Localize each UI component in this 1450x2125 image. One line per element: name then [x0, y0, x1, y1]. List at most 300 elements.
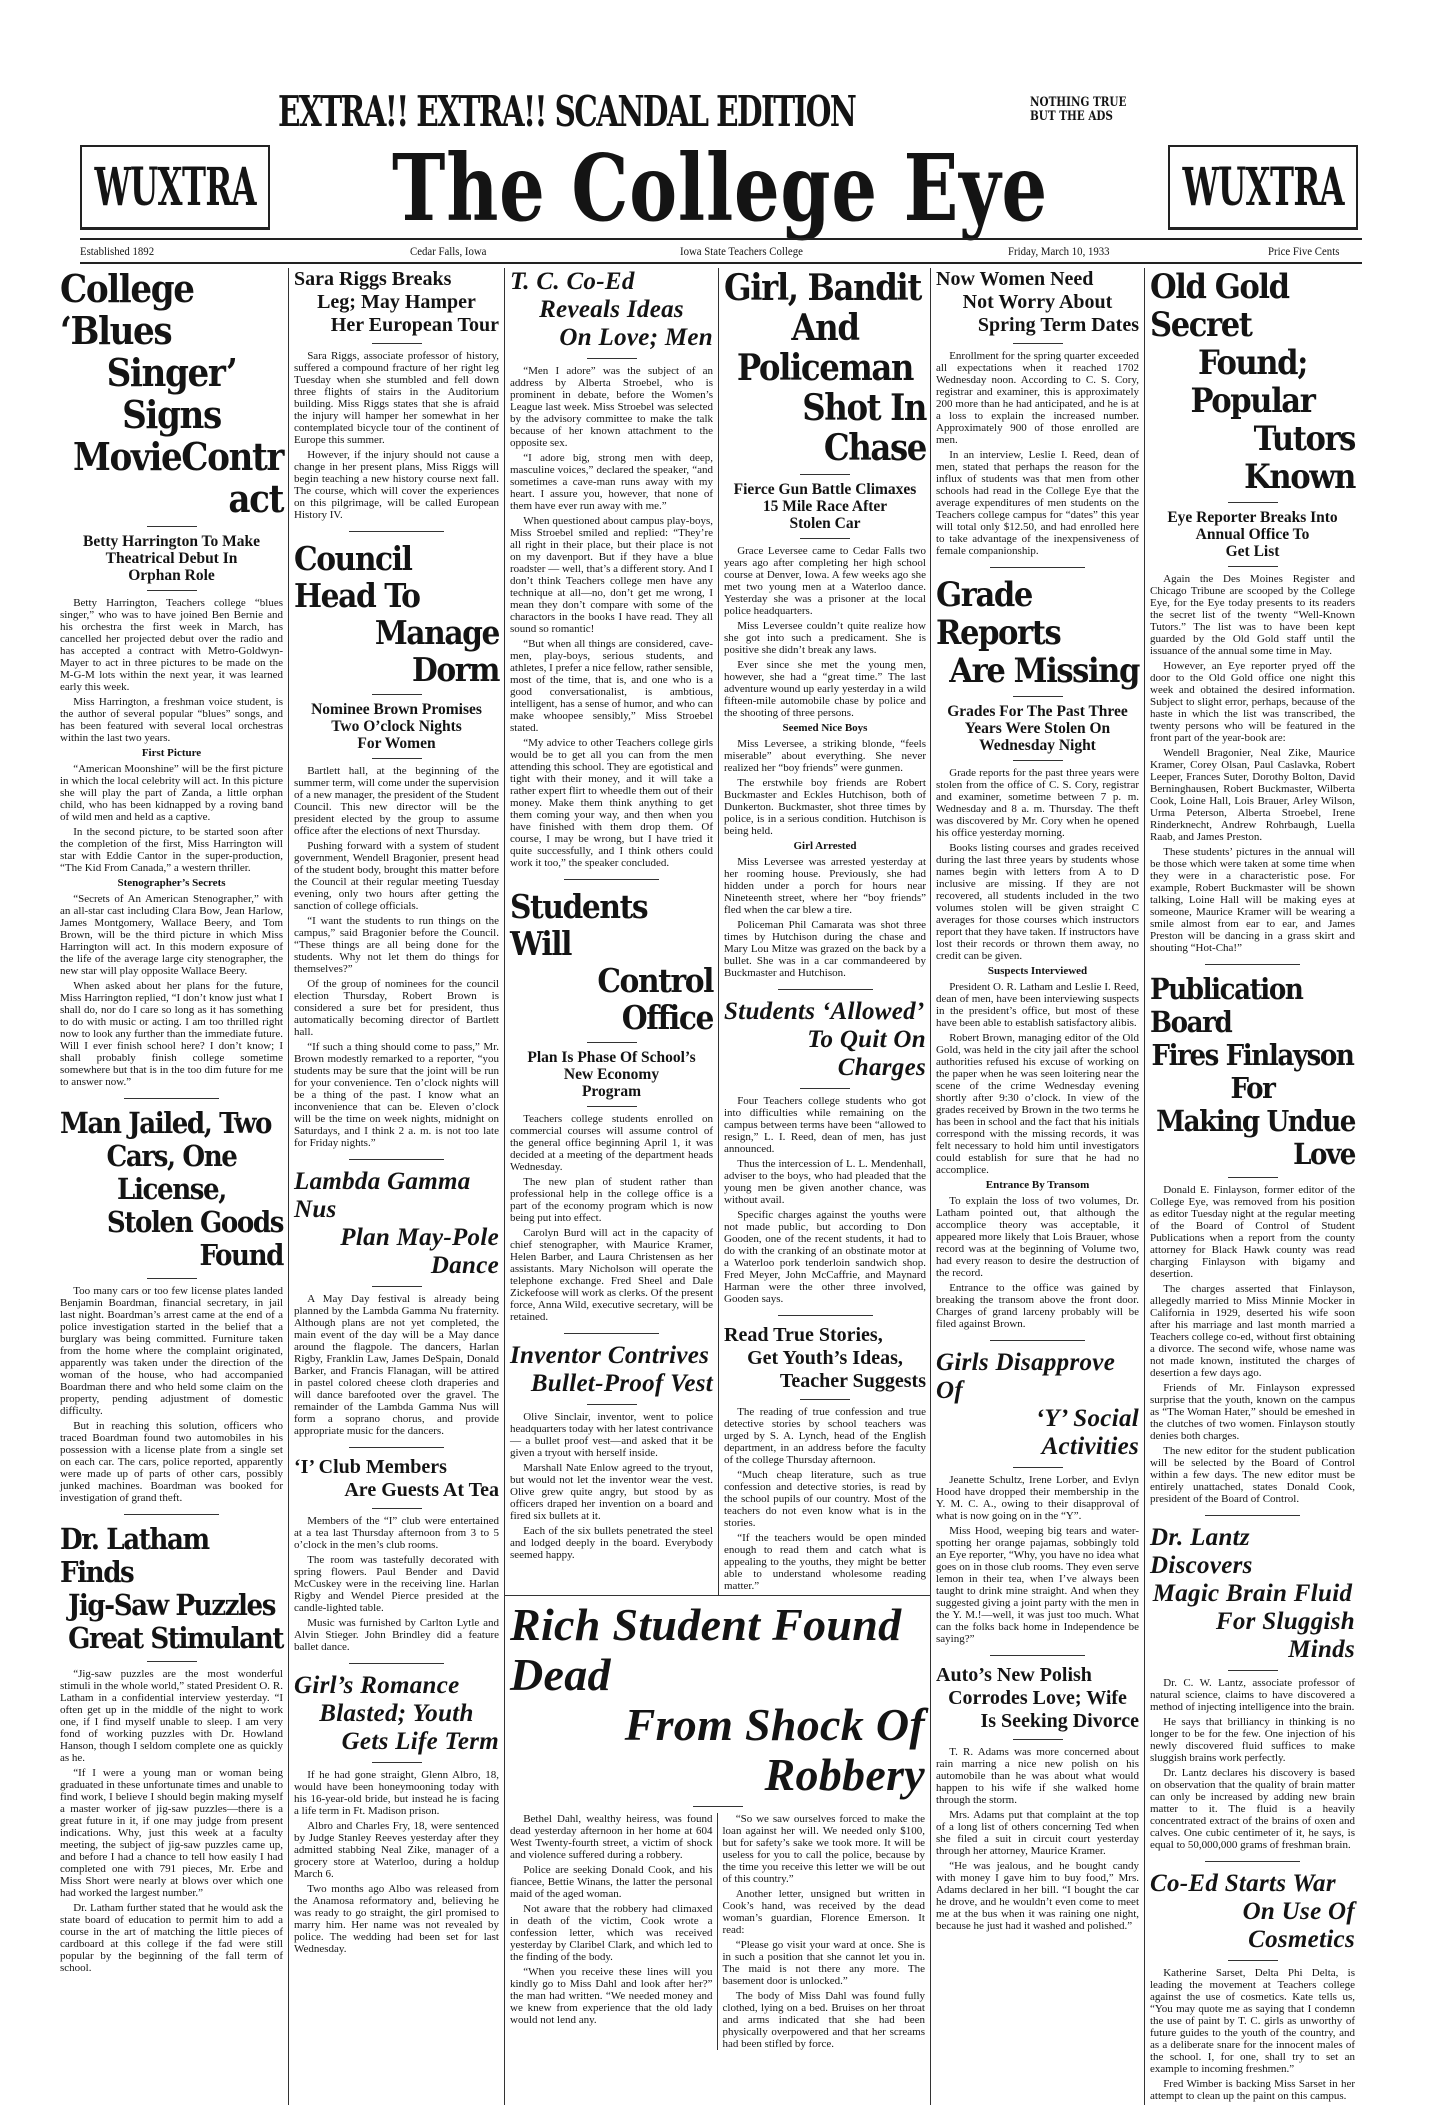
story-allowed [724, 998, 926, 1305]
story-body [294, 765, 499, 1149]
paragraph: Miss Leversee, a striking blonde, “feels miserable” about everything. She never realized her “boy friends” were gunmen. [724, 738, 926, 774]
story-office [510, 888, 713, 1323]
headline-line: Rich Student Found Dead [510, 1599, 902, 1700]
subheadline [60, 533, 283, 584]
story-body [936, 1746, 1139, 1932]
headline-line: Dr. Latham Finds [60, 1522, 209, 1589]
headline [936, 576, 1139, 690]
price: Price Five Cents [1268, 244, 1340, 258]
paragraph: Sara Riggs, associate professor of history, suffered a compound fracture of her right leg Tuesday when she stumbled and fell down three flights of stairs in the Auditorium building. Miss Riggs states that she is afraid the injury will hamper her somewhat in her contemplated bicycle tour of the continent of Europe this summer. [294, 350, 499, 446]
story-rich [510, 1600, 925, 2050]
paragraph: Ever since she met the young men, however, she had a “great time.” The last adventure wound up early yesterday in a wild fifteen-mile automobile chase by police and the shooting of three persons. [724, 659, 926, 719]
subheadline-line: Stolen Car [789, 515, 861, 532]
subheadline-line: Wednesday Night [979, 737, 1096, 754]
paragraph: “My advice to other Teachers college girls would be to get all you can from the men attending this school. They are egotistical and tight with their money, and it will take a rather expert flirt to wheedle them out of their money. Make them think anything to get them coming your way, and then when you have finished with them drop them. Of course, I may be wrong, but I have tried it quite successfully, and I think others could work it too,” the speaker concluded. [510, 737, 713, 869]
headline-line: From Shock Of Robbery [624, 1699, 925, 1800]
paragraph: Dr. Lantz declares his discovery is based on observation that the quality of brain matter can only be increased by adding new brain matter to it. The fluid is a heavily concentrated extract of the brains of oxen and calves. One cubic centimeter of it, he says, is equal to 50,000,000 grams of freshman brain. [1150, 1767, 1355, 1851]
headline-line: Are Missing [949, 651, 1139, 691]
headline-line: Plan May-Pole Dance [340, 1224, 499, 1279]
column-4 [718, 268, 931, 1595]
story-separator [564, 1333, 659, 1334]
headline-rule [587, 1404, 637, 1405]
subheadline-rule [800, 538, 850, 539]
paragraph: Miss Hood, weeping big tears and water-spotting her orange pajamas, sobbingly told an Eye reporter, “Why, you have no idea what goes on in those club rooms. They even serve lemon in their tea, when I’ve always been taught to drink mine straight. And when they suggested giving a joint party with the men in the Y. M.!—well, it was just too much. What can the folks back home in Independence be saying?” [936, 1525, 1139, 1645]
headline-line: Girl’s Romance [294, 1672, 460, 1699]
story-stories [724, 1324, 926, 1592]
story-riggs [294, 268, 499, 521]
story-separator [349, 1159, 444, 1160]
ear-right [1168, 145, 1358, 230]
subheadline-line: Theatrical Debut In [105, 550, 238, 567]
subheadline [294, 701, 499, 752]
headline-line: Girl, Bandit [724, 267, 921, 309]
paragraph: Another letter, unsigned but written in Cook’s hand, was received by the dead woman’s guardian, Florence Emerson. It read: [722, 1888, 925, 1936]
paragraph: Specific charges against the youths were not made public, but according to Don Gooden, one of the recent students, it had to do with the cranking of an obstinate motor at a Waterloo pork tenderloin sandwich shop. Fred Meyer, John McCaffrie, and Maynard Harman were the other three involved, Gooden says. [724, 1209, 926, 1305]
headline [936, 1349, 1139, 1461]
headline-rule [1228, 502, 1278, 503]
paragraph: The body of Miss Dahl was found fully clothed, lying on a bed. Bruises on her throat and arms indicated that she had been physically overpowered and that her screams had been stifled by force. [722, 1990, 925, 2050]
headline-line: Shot In Chase [802, 387, 926, 469]
headline-line: Dr. Lantz Discovers [1150, 1524, 1253, 1579]
paragraph: “He was jealous, and he bought candy with money I gave him to buy food,” Mrs. Adams declared in her bill. “I bought the car he drove, and he wouldn’t even come to meet me at the bus when it was raining one night, because he just had it washed and polished.” [936, 1860, 1139, 1932]
headline-line: Is Seeking Divorce [980, 1710, 1139, 1732]
headline-rule [1228, 1670, 1278, 1671]
headline-line: Bullet-Proof Vest [530, 1370, 713, 1397]
subheadline-line: Orphan Role [128, 567, 215, 584]
subheadline-line: 15 Mile Race After [762, 498, 888, 515]
column-1 [60, 268, 288, 2105]
headline-rule [800, 1088, 850, 1089]
ear-left-text: WUXTRA [94, 156, 256, 218]
paragraph: Friends of Mr. Finlayson expressed surprise that the youth, known on the campus as “The Woman Hater,” should be emeshed in the clutches of two women. Finlayson stoutly denies both charges. [1150, 1382, 1355, 1442]
story-body [294, 1515, 499, 1653]
story-body [1150, 1967, 1355, 2102]
headline-line: Now Women Need [936, 268, 1094, 290]
paragraph: A May Day festival is already being planned by the Lambda Gamma Nu fraternity. Although plans are not yet completed, the main event of the day will be a May dance around the flagpole. The dancers, Harlan Rigby, Franklin Law, James DeSpain, Donald Barker, and Francis Flanagan, will be attired in pastel colored cheese cloth draperies and will dance barefooted over the gravel. The remainder of the Lambda Gamma Nus will form a soprano chorus, and provide appropriate music for the dancers. [294, 1293, 499, 1437]
headline-line: Read True Stories, [724, 1324, 883, 1346]
paragraph: Pushing forward with a system of student government, Wendell Bragonier, present head of the student body, brought this matter before the Council at their regular meeting Tuesday evening, only two hours after getting the sanction of college officials. [294, 840, 499, 912]
subheadline-line: Years Were Stolen On [964, 720, 1111, 737]
column-6 [1144, 268, 1360, 2105]
headline-line: Sara Riggs Breaks [294, 268, 452, 290]
story-blues [60, 268, 283, 1088]
paragraph: “If the teachers would be open minded enough to read them and catch what is appealing to the youths, they might be better able to understand wholesome reading matter.” [724, 1532, 926, 1592]
paragraph: President O. R. Latham and Leslie I. Reed, dean of men, have been interviewing suspects in the president’s office, but most of these have been able to establish satisfactory alibis. [936, 981, 1139, 1029]
headline [60, 268, 283, 520]
paragraph: Not aware that the robbery had climaxed in death of the victim, Cook wrote a confession letter, which was received yesterday by Claribel Clark, and which led to the finding of the body. [510, 1903, 713, 1963]
paragraph: Robert Brown, managing editor of the Old Gold, was held in the city jail after the school authorities refused his excuse of working on the paper when he was seen loitering near the scene of the crime Wednesday evening shortly after 9:30 o’clock. In view of the grades received by Brown in the two terms he has been in school and the fact that his initials correspond with the missing records, it was felt necessary to hold him until investigators could establish for sure that he had no accomplice. [936, 1032, 1139, 1176]
headline-line: Blasted; Youth [319, 1700, 474, 1727]
story-separator [778, 1315, 873, 1316]
story-body [724, 1095, 926, 1305]
headline [294, 1672, 499, 1756]
subheadline-line: Nominee Brown Promises [311, 701, 482, 718]
paragraph: He says that brilliancy in thinking is no longer to be for the few. One injection of his newly discovered fluid suffices to make sluggish brains work perfectly. [1150, 1716, 1355, 1764]
story-body [936, 767, 1139, 1330]
paragraph: When questioned about campus play-boys, Miss Stroebel smiled and replied: “They’re all right in their place, but their place is not on my davenport. But if they have a blue roadster — well, that’s a different story. And I don’t think Teachers college men have any technique at all—no, don’t get me wrong, I mean they don’t compare with some of the charactors in the books I have read. They all sound so romantic! [510, 515, 713, 635]
story-separator [564, 879, 659, 880]
headline-line: Students Will [510, 887, 648, 963]
headline-line: Auto’s New Polish [936, 1664, 1092, 1686]
headline [294, 268, 499, 337]
headline-line: MovieContract [73, 434, 283, 521]
paragraph: Four Teachers college students who got into difficulties while remaining on the campus between terms have been “allowed to resign,” L. I. Reed, dean of men, has just announced. [724, 1095, 926, 1155]
story-cosmetics [1150, 1870, 1355, 2102]
story-bandit [724, 268, 926, 979]
paragraph: Miss Harrington, a freshman voice student, is the author of several popular “blues” songs, and has been featured with several local orchestras within the last two years. [60, 696, 283, 744]
story-separator [124, 1514, 219, 1515]
headline-line: Found; Popular [1190, 343, 1315, 421]
story-council [294, 540, 499, 1149]
established: Established 1892 [80, 244, 155, 258]
story-body [510, 365, 713, 869]
headline-line: On Use Of Cosmetics [1242, 1898, 1355, 1953]
section-subhead: Suspects Interviewed [987, 965, 1088, 977]
story-girls [936, 1349, 1139, 1645]
subheadline [936, 703, 1139, 754]
headline-rule [1013, 696, 1063, 697]
headline-rule [1228, 1177, 1278, 1178]
subheadline [1150, 509, 1355, 560]
paragraph: The new editor for the student publication will be selected by the Board of Control within a few days. The new editor must be entirely unattached, states Donald Cook, president of the Board of Control. [1150, 1445, 1355, 1505]
headline-line: ‘I’ Club Members [294, 1456, 447, 1478]
headline-line: Get Youth’s Ideas, [747, 1347, 903, 1369]
paragraph: “Much cheap literature, such as true confession and detective stories, is read by the school pupils of our country. Most of the teachers do not even know what is in the stories. [724, 1469, 926, 1529]
story-body [1150, 573, 1355, 954]
place: Cedar Falls, Iowa [410, 244, 487, 258]
paragraph: Entrance to the office was gained by breaking the transom above the front door. Charges of grand larceny probably will be filed against Brown. [936, 1282, 1139, 1330]
column-5 [930, 268, 1144, 2105]
story-body [724, 1406, 926, 1592]
extra-banner: EXTRA!! EXTRA!! SCANDAL EDITION [278, 87, 856, 136]
paragraph: Carolyn Burd will act in the capacity of chief stenographer, with Maurice Kramer, Helen Barber, and Laura Christensen as her assistants. Mary Nicholson will operate the telephone exchange. Fred Sheel and Dale Zickefoose will work as clerks. Of the present force, Anna Wild, executive secretary, will be retained. [510, 1227, 713, 1323]
headline [1150, 973, 1355, 1171]
paragraph: Jeanette Schultz, Irene Lorber, and Evlyn Hood have dropped their membership in the Y. M. C. A., owing to their disapproval of what is now going on in the “Y”. [936, 1474, 1139, 1522]
paragraph: Miss Leversee was arrested yesterday at her rooming house. Previously, she had hidden under a porch for hours near Nineteenth street, where her “boy friends” fled when the car blew a tire. [724, 856, 926, 916]
headline [60, 1107, 283, 1272]
headline [724, 268, 926, 468]
headline-rule [147, 1661, 197, 1662]
paragraph: The room was tastefully decorated with spring flowers. Paul Bender and David McCuskey were in the receiving line. Harlan Rigby and Wendel Pierce presided at the candle-lighted table. [294, 1554, 499, 1614]
story-body [60, 1285, 283, 1504]
column-3 [505, 268, 718, 1595]
story-lantz [1150, 1524, 1355, 1851]
paragraph: Katherine Sarset, Delta Phi Delta, is leading the movement at Teachers college against the use of cosmetics. Kate tells us, “You may quote me as saying that I condemn the use of paint by T. C. girls as unworthy of future guides to the youth of the country, and as a deliberate snare for the innocent males of the school. I, for one, shall try to set an example to incoming freshmen.” [1150, 1967, 1355, 2075]
rich-student-story [505, 1595, 930, 2050]
paragraph: Police are seeking Donald Cook, and his fiancee, Bettie Winans, the latter the personal maid of the aged woman. [510, 1864, 713, 1900]
story-body [936, 1474, 1139, 1645]
headline-line: Reveals Ideas [539, 296, 684, 323]
story-body [1150, 1677, 1355, 1851]
story-body [936, 350, 1139, 557]
paragraph: When asked about her plans for the future, Miss Harrington replied, “I don’t know just what I shall do, nor do I care so long as it has something to do with music or acting. I am too thrilled right now to look any further than the immediate future. Will I ever finish school here? I don’t know; I shall probably finish college sometime somewhere but that is in the too dim future for me to answer now.” [60, 980, 283, 1088]
headline [294, 1168, 499, 1280]
headline-line: Control Office [597, 961, 713, 1037]
headline-line: Tutors Known [1244, 419, 1355, 497]
section-subhead: Stenographer’s Secrets [117, 877, 226, 889]
headline-line: Man Jailed, Two [60, 1106, 272, 1140]
story-body [294, 1769, 499, 1955]
headline-line: Students ‘Allowed’ [724, 998, 925, 1025]
headline-line: Inventor Contrives [510, 1342, 710, 1369]
story-iclub [294, 1456, 499, 1653]
headline-line: Manage Dorm [374, 613, 499, 689]
paragraph: The erstwhile boy friends are Robert Buckmaster and Eckles Hutchison, both of Dunkerton. Buckmaster, shot three times by police, is in a serious condition. Hutchison is being held. [724, 777, 926, 837]
story-romance [294, 1672, 499, 1955]
paragraph: Wendell Bragonier, Neal Zike, Maurice Kramer, Corey Olsan, Paul Caslavka, Robert Leeper, Frances Suter, Dorothy Bolton, David Berninghausen, Robert Buckmaster, Wilberta Cook, Loine Hall, Lois Brauer, Arley Wilson, Urma Peterson, Alberta Stroebel, Irene Rinderknecht, Andrew Rohrbaugh, Luella Raab, and James Preston. [1150, 747, 1355, 843]
story-separator [778, 989, 873, 990]
headline [936, 268, 1139, 337]
headline-rule [800, 474, 850, 475]
headline-line: On Love; Men [559, 324, 713, 351]
dateline-bottom-rule [80, 262, 1362, 264]
subheadline-line: Plan Is Phase Of School’s [527, 1049, 696, 1066]
paragraph: “Men I adore” was the subject of an address by Alberta Stroebel, who is prominent in debate, before the Women’s League last week. Miss Stroebel was selected by the advisory committee to make the talk because of her known attachment to the opposite sex. [510, 365, 713, 449]
paragraph: Grace Leversee came to Cedar Falls two years ago after completing her high school course at Denver, Iowa. A few weeks ago she met two young men at a Waterloo dance. Yesterday she was a prisoner at the local police headquarters. [724, 545, 926, 617]
headline-line: Her European Tour [330, 314, 499, 336]
paragraph: Two months ago Albo was released from the Anamosa reformatory and, believing he was ready to go straight, the girl promised to marry him. Her name was not revealed by police. The wedding had been set for last Wednesday. [294, 1883, 499, 1955]
paragraph: If he had gone straight, Glenn Albro, 18, would have been honeymooning today with his 16-year-old bride, but instead he is facing a life term in Ft. Madison prison. [294, 1769, 499, 1817]
story-vest [510, 1342, 713, 1561]
story-body [60, 597, 283, 1088]
subheadline-line: For Women [357, 735, 436, 752]
headline-rule [147, 1278, 197, 1279]
subheadline-line: Eye Reporter Breaks Into [1167, 509, 1338, 526]
headline-rule [372, 1762, 422, 1763]
paragraph: To explain the loss of two volumes, Dr. Latham pointed out, that although the accomplice theory was acceptable, it appeared more likely that Lois Brauer, whose record was at the beginning of Volume two, had every reason to desire the destruction of the record. [936, 1195, 1139, 1279]
story-separator [1205, 1515, 1300, 1516]
headline-line: Lambda Gamma Nus [294, 1168, 471, 1223]
headline-line: Publication Board [1150, 972, 1303, 1039]
headline [510, 1342, 713, 1398]
section-subhead: Seemed Nice Boys [782, 722, 868, 734]
subheadline-line: Two O’clock Nights [331, 718, 462, 735]
paragraph: In an interview, Leslie I. Reed, dean of men, stated that perhaps the reason for the influx of students was that men from other schools had read in the College Eye that the average expenditures of men students on the Teachers college campus for “dates” this year will total only $12.50, and had enrolled here to take advantage of the inexpensiveness of female companionship. [936, 449, 1139, 557]
headline-line: Teacher Suggests [779, 1370, 926, 1392]
story-pubboard [1150, 973, 1355, 1505]
headline-line: Making Undue Love [1156, 1104, 1355, 1171]
headline-line: Are Guests At Tea [344, 1479, 499, 1501]
story-grades [936, 576, 1139, 1330]
story-coed [510, 268, 713, 869]
headline-rule [147, 526, 197, 527]
story-body [1150, 1184, 1355, 1505]
subheadline [724, 481, 926, 532]
story-auto [936, 1664, 1139, 1932]
subheadline-line: New Economy [563, 1066, 660, 1083]
subheadline-rule [147, 590, 197, 591]
columns-3-4 [504, 268, 930, 2105]
headline-line: ‘Y’ Social Activities [1035, 1405, 1139, 1460]
paragraph: Of the group of nominees for the council election Thursday, Robert Brown is considered a sure bet for president, thus automatically becoming director of Bartlett hall. [294, 978, 499, 1038]
story-separator [1205, 964, 1300, 965]
paragraph: Donald E. Finlayson, former editor of the College Eye, was removed from his position as editor Tuesday night at the regular meeting of the Board of Control of Student Publications when a report from the county attorney for Black Hawk county was read charging Finlayson with bigamy and desertion. [1150, 1184, 1355, 1280]
section-subhead: Girl Arrested [793, 840, 857, 852]
headline [294, 1456, 499, 1502]
story-lambda [294, 1168, 499, 1437]
story-separator [990, 567, 1085, 568]
story-women [936, 268, 1139, 557]
headline-line: Grade Reports [936, 575, 1061, 653]
subheadline-rule [1228, 566, 1278, 567]
paragraph: Fred Wimber is backing Miss Sarset in her attempt to clean up the paint on this campus. [1150, 2078, 1355, 2102]
section-subhead: Entrance By Transom [985, 1179, 1090, 1191]
story-body [294, 1293, 499, 1437]
story-oldgold [1150, 268, 1355, 954]
column-2 [288, 268, 504, 2105]
headline [510, 888, 713, 1036]
headline-line: Magic Brain Fluid [1152, 1580, 1353, 1607]
paragraph: Dr. Latham further stated that he would ask the state board of education to permit him to add a course in the art of matching the little pieces of cardboard at this college if the fad were still popular by the beginning of the fall term of school. [60, 1902, 283, 1974]
paragraph: These students’ pictures in the annual will be those which were taken at some time when they were in a characteristic pose. For example, Robert Buckmaster will be shown talking, Loine Hall will be making eyes at someone, Maurice Kramer will be wearing a smile almost from ear to ear, and James Preston will be dancing in a grass skirt and shouting “Hot-Cha!” [1150, 846, 1355, 954]
headline-line: Leg; May Hamper [317, 291, 476, 313]
story-separator [990, 1655, 1085, 1656]
headline-line: Old Gold Secret [1150, 267, 1289, 345]
paragraph: In the second picture, to be started soon after the completion of the first, Miss Harrington will star with Eddie Cantor in the super-production, “The Kid From Canada,” a western thriller. [60, 826, 283, 874]
paragraph: “When you receive these lines will you kindly go to Miss Dahl and look after her?” the man had written. “We needed money and we knew from experience that the old lady would not lend any. [510, 1966, 713, 2026]
headline [724, 998, 926, 1082]
headline-line: For Sluggish Minds [1215, 1608, 1355, 1663]
paragraph: Too many cars or too few license plates landed Benjamin Boardman, financial secretary, in jail last night. Boardman’s arrest came at the end of a police investigation started in the belief that a burglary was being committed. Furniture taken from the home where the complaint originated, apparently was taken under the direction of the woman of the house, who had accompanied Boardman there and who held some claim on the property, pending adjustment of domestic difficulty. [60, 1285, 283, 1417]
tagline-line-1: NOTHING TRUE [1030, 95, 1127, 110]
subheadline-line: Fierce Gun Battle Climaxes [733, 481, 917, 498]
headline [60, 1523, 283, 1655]
subheadline-line: Get List [1225, 543, 1280, 560]
headline-rule [1013, 343, 1063, 344]
paragraph: The charges asserted that Finlayson, allegedly married to Miss Minnie Mocker in California in 1929, deserted his wife soon after his marriage and last month married a Teachers college co-ed, without first obtaining a divorce. The second wife, whose name was not made known, instituted the charges of desertion a few days ago. [1150, 1283, 1355, 1379]
headline [724, 1324, 926, 1393]
headline [936, 1664, 1139, 1733]
paragraph: “If I were a young man or woman being graduated in these unfortunate times and unable to find work, I believe I should begin making myself a master worker of jig-saw puzzles—there is a great future in it, if one may judge from present indications. Why, just this week at a faculty meeting, the subject of jig-saw puzzles came up, and before I had a chance to tell how easily I had completed one with 791 pieces, Mr. Erbe and Miss Short were nearly at blows over which one had worked the largest number.” [60, 1767, 283, 1899]
headline [510, 1600, 925, 1800]
headline-rule [372, 1286, 422, 1287]
paragraph: “Jig-saw puzzles are the most wonderful stimuli in the whole world,” stated President O. R. Latham in a confidential interview yesterday. “I often get up in the middle of the night to work one, if I find myself unable to sleep. I am very fond of working puzzles with Dr. Howland Hanson, though I seldom complete one as quickly as he. [60, 1668, 283, 1764]
paragraph: “I adore big, strong men with deep, masculine voices,” declared the speaker, “and sometimes a cave-man runs away with my heart. I assure you, however, that none of them have ever run away with me.” [510, 452, 713, 512]
tagline [1030, 96, 1126, 124]
paragraph: “I want the students to run things on the campus,” said Bragonier before the Council. “These things are all being done for the students. Why not let them do things for themselves?” [294, 915, 499, 975]
headline-rule [587, 358, 637, 359]
headline [1150, 1524, 1355, 1664]
section-subhead: First Picture [141, 747, 202, 759]
ear-left [80, 145, 270, 230]
paragraph: Grade reports for the past three years were stolen from the office of C. S. Cory, registrar and examiner, sometime between 7 p. m. Wednesday and 8 a. m. Thursday. The theft was discovered by Mr. Cory when he opened his office yesterday morning. [936, 767, 1139, 839]
headline [1150, 1870, 1355, 1954]
headline-line: Singer’ Signs [106, 350, 237, 437]
paragraph: Betty Harrington, Teachers college “blues singer,” who was to have joined Ben Bernie and his orchestra the first week in March, has cancelled her projected debut over the radio and has accepted a contract with Metro-Goldwyn-Mayer to act in three pictures to be made on the M-G-M lots within the next year, it was learned early this week. [60, 597, 283, 693]
tagline-line-2: BUT THE ADS [1030, 109, 1113, 124]
story-separator [1205, 1861, 1300, 1862]
headline-line: Fires Finlayson For [1151, 1038, 1354, 1105]
story-jailed [60, 1107, 283, 1504]
paragraph: However, if the injury should not cause a change in her present plans, Miss Riggs will begin teaching a new history course next fall. The course, which will cover the experiences on this pilgrimage, will be called European History IV. [294, 449, 499, 521]
paragraph: Enrollment for the spring quarter exceeded all expectations when it reached 1702 Wednesday noon. According to C. S. Cory, registrar and examiner, this is approximately 200 more than he had anticipated, and he is at a loss to explain the increased number. Approximately 900 of those enrolled are men. [936, 350, 1139, 446]
institution: Iowa State Teachers College [680, 244, 803, 258]
paragraph: The reading of true confession and true detective stories by school teachers was urged by S. A. Lynch, head of the English department, in an address before the faculty of the college Thursday afternoon. [724, 1406, 926, 1466]
newspaper-title: The College Eye [392, 134, 1048, 242]
story-body [510, 1813, 925, 2050]
paragraph: But in reaching this solution, officers who traced Boardman found two automobiles in his possession with a license plate from a single set on each car. The cars, police reported, apparently were made up of parts of other cars, possibly junked machines. Boardman was booked for investigation of grand theft. [60, 1420, 283, 1504]
paragraph: Music was furnished by Carlton Lytle and Alvin Stieger. John Brindley did a feature ballet dance. [294, 1617, 499, 1653]
headline-rule [587, 1042, 637, 1043]
headline-rule [372, 694, 422, 695]
subheadline [510, 1049, 713, 1100]
headline-line: T. C. Co-Ed [510, 268, 635, 295]
story-separator [349, 1447, 444, 1448]
headline-line: College ‘Blues [60, 266, 194, 353]
headline-rule [693, 1806, 743, 1807]
headline-rule [1228, 1960, 1278, 1961]
headline-line: Co-Ed Starts War [1150, 1870, 1336, 1897]
story-separator [990, 1340, 1085, 1341]
headline [294, 540, 499, 688]
dateline-top-rule [80, 238, 1362, 240]
paragraph: Policeman Phil Camarata was shot three times by Hutchison during the chase and Mary Lou Mitze was grazed on the back by a bullet. She was in a car commandeered by Buckmaster and Hutchison. [724, 919, 926, 979]
paragraph: Books listing courses and grades received during the last three years by students whose names begin with letters from A to D inclusive are missing. If they are not recovered, all students included in the two volumes stolen will be given straight C averages for those courses which instructors report that they have taken. If instructors have lost their records or thrown them away, no credit can be given. [936, 842, 1139, 962]
subheadline-line: Annual Office To [1195, 526, 1310, 543]
story-separator [124, 1098, 219, 1099]
front-page [60, 268, 1360, 2105]
paragraph: However, an Eye reporter pryed off the door to the Old Gold office one night this week and obtained the desired information. Subject to slight error, perhaps, because of the haste in which the list was transcribed, the twenty persons who will be featured in the front part of the year-book are: [1150, 660, 1355, 744]
ear-right-text: WUXTRA [1182, 156, 1344, 218]
headline-line: Stolen Goods Found [106, 1205, 283, 1272]
headline-line: Spring Term Dates [977, 314, 1139, 336]
paragraph: Again the Des Moines Register and Chicago Tribune are scooped by the College Eye, for the Eye today presents to its readers the secret list of the twenty “Well-Known Tutors.” The list was to have been kept guarded by the Old Gold staff until the issuance of the annual some time in May. [1150, 573, 1355, 657]
paragraph: Bethel Dahl, wealthy heiress, was found dead yesterday afternoon in her home at 604 West Twenty-fourth street, a victim of shock and violence suffered during a robbery. [510, 1813, 713, 1861]
paragraph: Teachers college students enrolled on commercial courses will assume control of the general office beginning April 1, it was decided at a meeting of the department heads Wednesday. [510, 1113, 713, 1173]
headline-line: To Quit On Charges [807, 1026, 926, 1081]
headline-line: Council Head To [294, 539, 420, 615]
story-latham [60, 1523, 283, 1974]
story-body [510, 1411, 713, 1561]
subheadline-rule [587, 1106, 637, 1107]
paragraph: “American Moonshine” will be the first picture in which the local celebrity will act. In this picture she will play the part of Zanda, a little orphan child, who has been kidnapped by a roving band of wild men and held as a captive. [60, 763, 283, 823]
headline-line: Corrodes Love; Wife [948, 1687, 1127, 1709]
paragraph: “Please go visit your ward at once. She is in such a position that she cannot let you in. The maid is not there any more. The basement door is unlocked.” [722, 1939, 925, 1987]
headline-line: Cars, One License, [106, 1139, 237, 1206]
paragraph: Members of the “I” club were entertained at a tea last Thursday afternoon from 3 to 5 o’clock in the men’s club rooms. [294, 1515, 499, 1551]
paragraph: “Secrets of An American Stenographer,” with an all-star cast including Clara Bow, Jean Harlow, James Montgomery, Wallace Beery, and Tom Brown, will be the third picture in which Miss Harrington will act. In this modern exposure of the life of the average large city stenographer, the new star will play opposite Wallace Beery. [60, 893, 283, 977]
story-separator [349, 1663, 444, 1664]
story-body [294, 350, 499, 521]
headline-rule [1013, 1739, 1063, 1740]
headline-rule [800, 1399, 850, 1400]
paragraph: Mrs. Adams put that complaint at the top of a long list of others concerning Ted when she filed a suit in circuit court yesterday through her attorney, Maurice Kramer. [936, 1809, 1139, 1857]
paragraph: The new plan of student rather than professional help in the college office is a part of the economy program which is now being put into effect. [510, 1176, 713, 1224]
story-body [60, 1668, 283, 1974]
paragraph: Thus the intercession of L. L. Mendenhall, adviser to the boys, who had pleaded that the young men be given another chance, was without avail. [724, 1158, 926, 1206]
subheadline-rule [1013, 760, 1063, 761]
story-body [724, 545, 926, 979]
issue-date: Friday, March 10, 1933 [1008, 244, 1110, 258]
subheadline-line: Program [581, 1083, 642, 1100]
headline-line: Great Stimulant [68, 1621, 283, 1655]
headline-line: Jig-Saw Puzzles [67, 1588, 276, 1622]
story-body [510, 1113, 713, 1323]
headline-line: And Policeman [736, 307, 914, 389]
story-separator [349, 531, 444, 532]
headline-line: Not Worry About [962, 291, 1113, 313]
subheadline-line: Grades For The Past Three [947, 703, 1128, 720]
paragraph: “But when all things are considered, cave-men, play-boys, serious students, and athletes, I prefer a nice fellow, rather sensible, most of the time, that is, and one who is a good conversationalist, is ambtious, intelligent, has a sense of humor, and who can make whoopee sensibly,” Miss Stroebel stated. [510, 638, 714, 734]
headline-line: Girls Disapprove Of [936, 1349, 1116, 1404]
paragraph: Bartlett hall, at the beginning of the summer term, will come under the supervision of a new manager, the president of the Student Council. This new director will be the president elected by the group to assume office after the elections of next Thursday. [294, 765, 499, 837]
headline-rule [372, 1508, 422, 1509]
headline-rule [1013, 1467, 1063, 1468]
paragraph: “If such a thing should come to pass,” Mr. Brown modestly remarked to a reporter, “you students may be sure that the joint will be run for your convenience. Ten o’clock nights will be a thing of the past. I know what an inconvenience that can be. Eleven o’clock will be the time on week nights, midnight on Saturdays, and I think 2 a. m. is not too late for Friday nights.” [294, 1041, 499, 1149]
subheadline-rule [372, 758, 422, 759]
subheadline-line: Betty Harrington To Make [83, 533, 260, 550]
paragraph: Olive Sinclair, inventor, went to police headquarters today with her latest contrivance — a bullet proof vest—and asked that it be given a tryout with herself inside. [510, 1411, 713, 1459]
